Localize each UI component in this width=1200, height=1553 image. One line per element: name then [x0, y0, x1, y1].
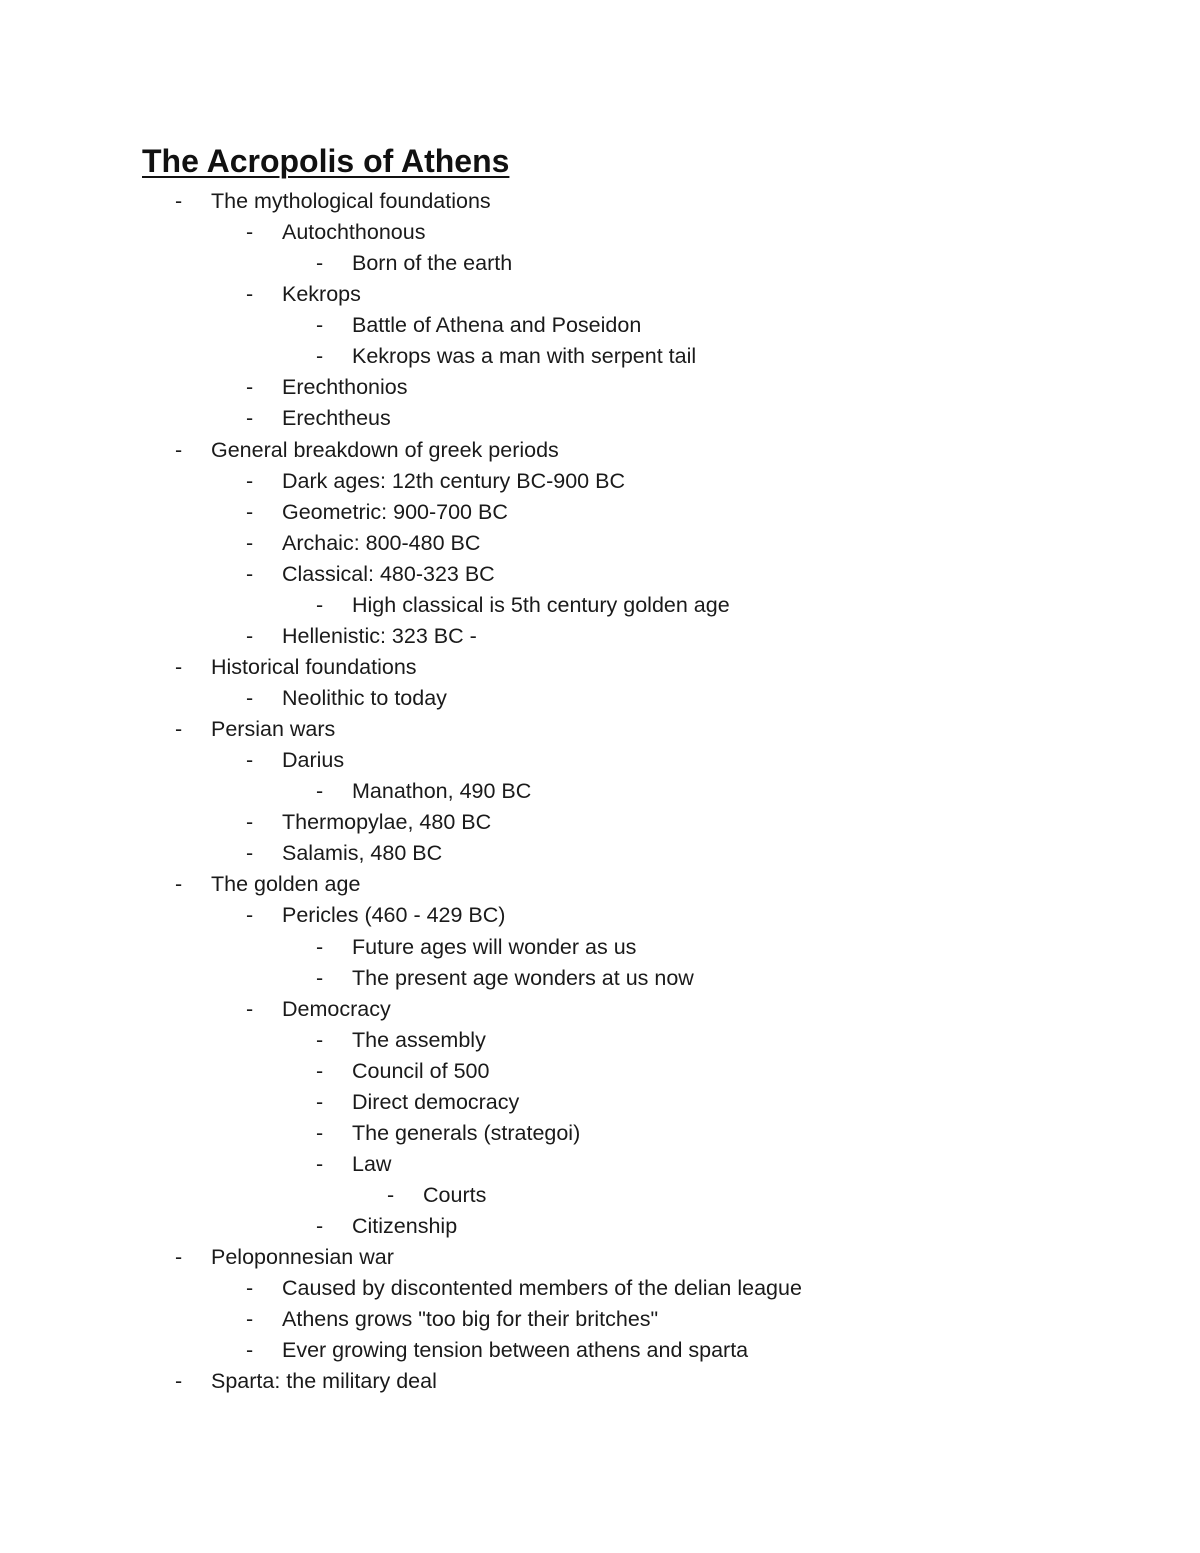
outline-item: [0, 497, 1200, 528]
outline-item: [0, 341, 1200, 372]
bullet-dash: -: [246, 1338, 254, 1363]
outline-item-text: Thermopylae, 480 BC: [282, 810, 492, 835]
bullet-dash: -: [316, 1089, 324, 1114]
outline-item-text: Courts: [423, 1183, 487, 1207]
bullet-dash: -: [246, 841, 254, 866]
bullet-dash: -: [316, 592, 324, 617]
outline-item: [0, 1118, 1200, 1149]
outline-item-text: The assembly: [352, 1027, 486, 1052]
bullet-dash: -: [246, 561, 254, 586]
outline-item-text: Geometric: 900-700 BC: [282, 499, 508, 524]
outline-item: [0, 1025, 1200, 1056]
bullet-dash: -: [316, 1120, 324, 1145]
outline-item: [0, 310, 1200, 341]
outline-item: [0, 1180, 1200, 1211]
bullet-dash: -: [316, 1151, 324, 1176]
outline-item-text: Sparta: the military deal: [211, 1369, 437, 1394]
bullet-dash: -: [246, 810, 254, 835]
outline-item: [0, 1304, 1200, 1335]
outline-item: [0, 372, 1200, 403]
outline-item-text: Pericles (460 - 429 BC): [282, 903, 506, 928]
outline-item-text: The present age wonders at us now: [352, 965, 694, 990]
outline-item: [0, 838, 1200, 869]
document-title: The Acropolis of Athens: [142, 143, 510, 179]
outline-item-text: High classical is 5th century golden age: [352, 592, 730, 617]
outline-item-text: General breakdown of greek periods: [211, 437, 559, 462]
bullet-dash: -: [175, 1245, 183, 1270]
bullet-dash: -: [316, 934, 324, 959]
outline-item: [0, 1087, 1200, 1118]
outline-item-text: Autochthonous: [282, 220, 426, 245]
bullet-dash: -: [246, 686, 254, 710]
outline-item-text: Kekrops: [282, 282, 361, 307]
outline-item: [0, 683, 1200, 714]
outline-item-text: The generals (strategoi): [352, 1120, 581, 1145]
outline-item-text: Athens grows "too big for their britches": [282, 1307, 659, 1332]
bullet-dash: -: [246, 468, 254, 493]
outline-item: [0, 745, 1200, 776]
bullet-dash: -: [316, 965, 324, 990]
bullet-dash: -: [175, 654, 183, 679]
outline-item-text: Dark ages: 12th century BC-900 BC: [282, 468, 625, 493]
bullet-dash: -: [246, 406, 254, 431]
outline-item: [0, 403, 1200, 434]
bullet-dash: -: [175, 872, 183, 897]
outline-item-text: Darius: [282, 748, 345, 773]
outline-item-text: Kekrops was a man with serpent tail: [352, 344, 697, 369]
bullet-dash: -: [387, 1183, 395, 1207]
bullet-dash: -: [175, 1369, 183, 1394]
bullet-dash: -: [316, 779, 324, 804]
outline-item: [0, 714, 1200, 745]
outline-item: [0, 186, 1200, 217]
bullet-dash: -: [246, 530, 254, 555]
bullet-dash: -: [246, 903, 254, 928]
bullet-dash: -: [175, 437, 183, 462]
outline-item-text: Neolithic to today: [282, 686, 447, 710]
bullet-dash: -: [316, 344, 324, 369]
outline-item: [0, 1242, 1200, 1273]
outline-item-text: The mythological foundations: [211, 189, 491, 213]
outline-item: [0, 1211, 1200, 1242]
outline-item: [0, 435, 1200, 466]
outline-item: [0, 1273, 1200, 1304]
bullet-dash: -: [246, 623, 254, 648]
outline-item-text: Citizenship: [352, 1214, 458, 1239]
outline-item: [0, 776, 1200, 807]
outline-item: [0, 900, 1200, 931]
bullet-dash: -: [316, 313, 324, 338]
outline-item-text: Erechtheus: [282, 406, 391, 431]
outline-item-text: Persian wars: [211, 717, 336, 742]
outline-item-text: Law: [352, 1151, 392, 1176]
outline-item: [0, 248, 1200, 279]
outline-item: [0, 994, 1200, 1025]
outline-item: [0, 807, 1200, 838]
bullet-dash: -: [316, 1027, 324, 1052]
bullet-dash: -: [246, 375, 254, 400]
bullet-dash: -: [316, 1214, 324, 1239]
outline-item-text: Erechthonios: [282, 375, 408, 400]
outline-item: [0, 559, 1200, 590]
bullet-dash: -: [246, 748, 254, 773]
bullet-dash: -: [246, 499, 254, 524]
outline-item-text: Hellenistic: 323 BC -: [282, 623, 477, 648]
outline-item: [0, 652, 1200, 683]
bullet-dash: -: [175, 717, 183, 742]
bullet-dash: -: [316, 1058, 324, 1083]
outline-item-text: Classical: 480-323 BC: [282, 561, 495, 586]
bullet-dash: -: [175, 189, 183, 213]
bullet-dash: -: [246, 220, 254, 245]
outline-item-text: Peloponnesian war: [211, 1245, 394, 1270]
bullet-dash: -: [316, 251, 324, 276]
bullet-dash: -: [246, 1276, 254, 1301]
outline-item-text: Archaic: 800-480 BC: [282, 530, 481, 555]
outline-item: [0, 1335, 1200, 1366]
outline-item-text: The golden age: [211, 872, 361, 897]
outline-item: [0, 279, 1200, 310]
outline-item-text: Historical foundations: [211, 654, 417, 679]
bullet-dash: -: [246, 996, 254, 1021]
outline-item-text: Democracy: [282, 996, 391, 1021]
outline-item: [0, 869, 1200, 900]
bullet-dash: -: [246, 282, 254, 307]
outline-item-text: Council of 500: [352, 1058, 490, 1083]
outline-item: [0, 528, 1200, 559]
outline-item: [0, 1149, 1200, 1180]
outline-item: [0, 217, 1200, 248]
outline-item-text: Manathon, 490 BC: [352, 779, 532, 804]
outline-item: [0, 1056, 1200, 1087]
outline-item: [0, 963, 1200, 994]
outline-list: [0, 186, 1200, 1397]
outline-item-text: Ever growing tension between athens and sparta: [282, 1338, 749, 1363]
outline-item: [0, 621, 1200, 652]
outline-item: [0, 932, 1200, 963]
outline-item-text: Future ages will wonder as us: [352, 934, 637, 959]
outline-item-text: Caused by discontented members of the delian league: [282, 1276, 802, 1301]
outline-item: [0, 466, 1200, 497]
outline-item: [0, 590, 1200, 621]
outline-item: [0, 1366, 1200, 1397]
outline-item-text: Born of the earth: [352, 251, 513, 276]
outline-item-text: Salamis, 480 BC: [282, 841, 443, 866]
bullet-dash: -: [246, 1307, 254, 1332]
outline-item-text: Direct democracy: [352, 1089, 520, 1114]
outline-item-text: Battle of Athena and Poseidon: [352, 313, 642, 338]
